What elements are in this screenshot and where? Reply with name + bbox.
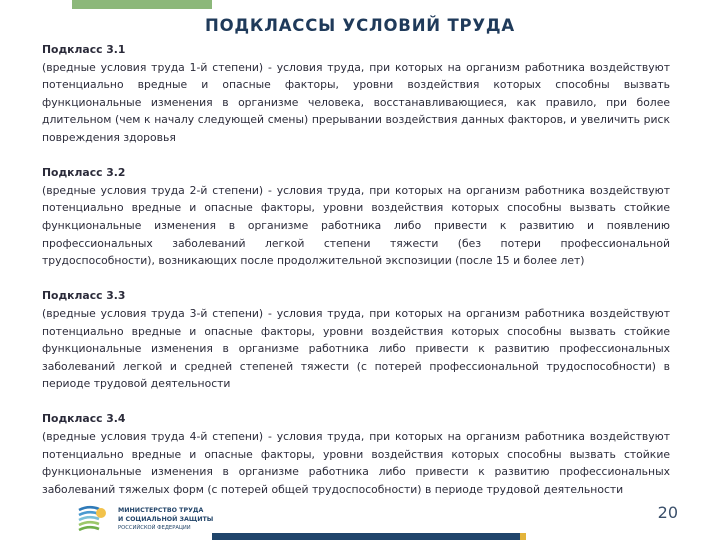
bottom-bar-accent [520,533,526,540]
subclass-heading: Подкласс 3.3 [42,289,126,303]
subclass-item [42,41,670,147]
subclass-item [42,410,670,498]
subclass-heading: Подкласс 3.2 [42,166,126,180]
subclass-list [42,41,670,516]
subclass-heading: Подкласс 3.1 [42,43,126,56]
ministry-emblem-icon [76,504,110,536]
subclass-item [42,164,670,270]
subclass-heading: Подкласс 3.4 [42,412,126,426]
ministry-name: МИНИСТЕРСТВО ТРУДА И СОЦИАЛЬНОЙ ЗАЩИТЫ [118,507,214,523]
page-title: ПОДКЛАССЫ УСЛОВИЙ ТРУДА [205,16,515,35]
bottom-bar [212,533,520,540]
subclass-description: (вредные условия труда 3-й степени) - условия труда, при которых на организм работника воздействуют потенциально вредные и опасные факторы, уровни воздействия которых способны вызвать стойкие функциональные изменения в организме работника либо привести к развитию профессиональных заболеваний легкой и средней степеней тяжести (с потерей профессиональной трудоспособности) в периоде трудовой деятельности [42,306,670,391]
subclass-item [42,287,670,393]
top-accent-bar [72,0,212,9]
subclass-description: (вредные условия труда 2-й степени) - условия труда, при которых на организм работника воздействуют потенциально вредные и опасные факторы, уровни воздействия которых способны вызвать стойкие функциональные изменения в организме работника либо привести к развитию и появлению профессиональных заболеваний легкой степени тяжести (без потери профессиональной трудоспособности), возникающих после продолжительной экспозиции (после 15 и более лет) [42,183,670,268]
subclass-description: (вредные условия труда 4-й степени) - условия труда, при которых на организм работника воздействуют потенциально вредные и опасные факторы, уровни воздействия которых способны вызвать стойкие функциональные изменения в организме работника либо привести к развитию профессиональных заболеваний тяжелых форм (с потерей общей трудоспособности) в периоде трудовой деятельности [42,430,670,496]
ministry-logo [72,498,212,540]
ministry-country: РОССИЙСКОЙ ФЕДЕРАЦИИ [118,525,191,531]
subclass-description: (вредные условия труда 1-й степени) - условия труда, при которых на организм работника воздействуют потенциально вредные и опасные факторы, уровни воздействия которых способны вызвать функциональные изменения в организме человека, восстанавливающиеся, как правило, при более длительном (чем к началу следующей смены) прерывании воздействия данных факторов, и увеличить риск повреждения здоровья [42,60,670,144]
page-number: 20 [657,503,678,522]
